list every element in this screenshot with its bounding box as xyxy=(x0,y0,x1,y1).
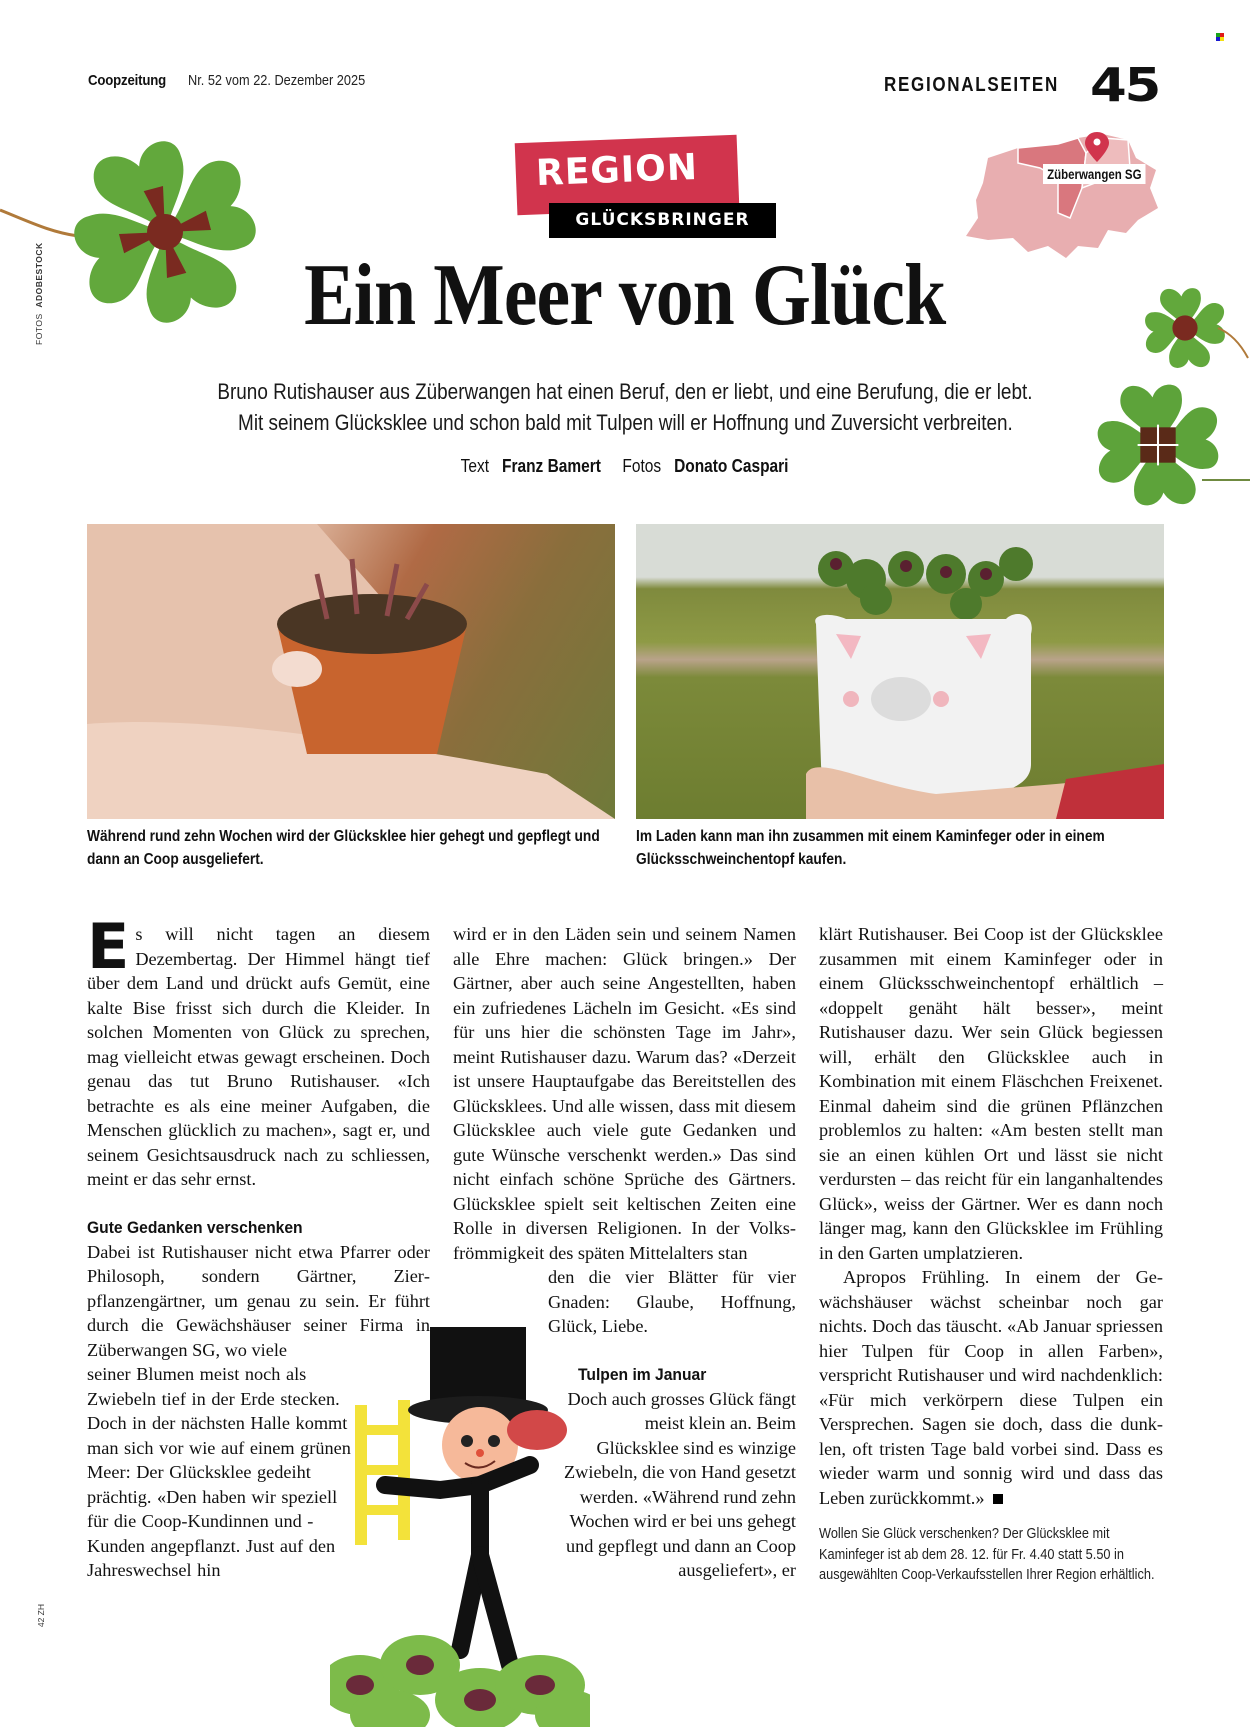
paragraph-wrapped: seiner Blumen meist noch als Zwiebeln tief in der Erde stecken. Doch in der nächsten Halle kommt man sich vor wie auf einem grünen Meer: Der Glücksklee gedeiht prächtig. «Den haben wir speziell für die Coop-Kundinnen und -Kunden angepflanzt. Just auf den Jahreswechsel hin xyxy=(87,1364,351,1580)
chimney-sweep-figure xyxy=(330,1305,590,1727)
byline-text-label: Text xyxy=(461,456,490,476)
switzerland-map xyxy=(958,128,1166,268)
article-lead xyxy=(100,376,1150,438)
subheading-gute-gedanken: Gute Gedanken verschenken xyxy=(87,1217,303,1237)
issue-info: Nr. 52 vom 22. Dezember 2025 xyxy=(188,72,366,89)
photo-credit-source: ADOBESTOCK xyxy=(34,242,44,308)
lead-line-1: Bruno Rutishauser aus Züberwangen hat einen Beruf, den er liebt, und eine Berufung, die er lebt. xyxy=(217,379,1033,404)
page-number: 45 xyxy=(1090,58,1160,112)
paragraph-wrapped: Doch auch grosses Glück fängt meist klein an. Beim Glücksklee sind es winzige Zwiebeln, die von Hand gesetzt werden. «Während rund zehn Wochen wird er bei uns gehegt und gepflegt und dann an Coop ausgeliefert», er xyxy=(564,1388,796,1580)
byline xyxy=(0,456,1250,477)
subheading-tulpen: Tulpen im Januar xyxy=(578,1364,707,1384)
byline-author: Franz Bamert xyxy=(502,456,602,476)
paragraph-wrapped: den die vier Blätter für vier Gnaden: Glaube, Hoffnung, Glück, Liebe. xyxy=(548,1267,796,1336)
paragraph: Dabei ist Rutishauser nicht etwa Pfarrer oder Philosoph, sondern Gärtner, Zierpflanzengärtner, um genau zu sein. Er führt durch die Gewächshäuser seiner Firma in Züberwangen SG, wo viele xyxy=(87,1241,430,1360)
paragraph: wird er in den Läden sein und seinem Namen alle Ehre machen: Glück bringen.» Der Gärtner, aber auch seine Angestellten, haben ein zufriedenes Lächeln im Gesicht. «Es sind für uns hier die schönsten Tage im Jahr», meint Rutishauser dazu. Warum das? «Derzeit ist unsere Hauptaufgabe das Bereitstellen des Glücksklees. Und alle wissen, dass mit diesem Glücksklee auch viele gute Gedanken und gute Wünsche verschenkt werden.» Das sind nicht einfach schöne Sprüche des Gärtners. Glücksklee spielt seit keltischen Zeiten eine Rolle in diversen Religionen. In der Volksfrömmigkeit des späten Mittelalters stan xyxy=(453,924,796,1263)
print-color-marker xyxy=(1216,33,1224,41)
photo-clover-pot xyxy=(87,524,615,819)
paragraph: Apropos Frühling. In einem der Gewächshäuser wächst scheinbar noch gar nichts. Doch das täuscht. «Ab Januar spriessen hier Tulpen für Coop in allen Farben», verspricht Rutishauser und wird nachdenklich: «Für mich verkörpern diese Tulpen ein Versprechen. Sagen sie doch, dass die dunklen, oft tristen Tage bald vorbei sind. Dass es wieder warm und sonnig wird und dass das Leben zurückkommt.» xyxy=(819,1267,1163,1508)
end-of-article-square-icon xyxy=(993,1494,1003,1504)
publication-name: Coopzeitung xyxy=(88,72,166,89)
drop-cap: E xyxy=(87,910,130,983)
photo-caption-1: Während rund zehn Wochen wird der Glücksklee hier gehegt und gepflegt und dann an Coop ausgeliefert. xyxy=(87,828,600,868)
photo-caption-2: Im Laden kann man ihn zusammen mit einem Kaminfeger oder in einem Glücksschweinchentopf kaufen. xyxy=(636,828,1105,868)
article-headline: Ein Meer von Glück xyxy=(304,247,946,344)
topic-label: GLÜCKSBRINGER xyxy=(575,210,750,230)
photo-pig-pot xyxy=(636,524,1164,819)
info-box: Wollen Sie Glück verschenken? Der Glücksklee mit Kaminfeger ist ab dem 28. 12. für Fr. 4.40 statt 5.50 in ausgewählten Coop-Verkaufsstellen Ihrer Region erhältlich. xyxy=(819,1526,1155,1583)
byline-photo-label: Fotos xyxy=(622,456,662,476)
page-code: 42 ZH xyxy=(36,1604,46,1628)
photo-credit-label: FOTOS xyxy=(34,313,44,345)
article-column-3 xyxy=(819,922,1163,1586)
map-location-label: Züberwangen SG xyxy=(1043,164,1146,184)
paragraph: klärt Rutishauser. Bei Coop ist der Glücksklee zusammen mit einem Kaminfeger oder in einem Glücksschweinchentopf erhältlich – «doppelt genäht hält besser», meint Rutishauser dazu. Wer sein Glück begiessen will, erhält den Glücksklee auch in Kombination mit einem Fläschchen Freixenet. Einmal daheim sind die grünen Pflänzchen problemlos zu halten: «Am besten stellt man sie an einen kühlen Ort und lässt sie nicht verdursten – das reicht für ein langanhaltendes Glück», weiss der Gärtner. Wer es dann noch länger mag, kann den Glücksklee im Frühling in den Garten umplatzieren. xyxy=(819,924,1163,1263)
section-label: REGIONALSEITEN xyxy=(884,74,1059,96)
paragraph: Es will nicht tagen an diesem Dezembertag. Der Himmel hängt tief über dem Land und drückt aufs Gemüt, eine kalte Bise frisst sich durch die Kleider. In solchen Momenten von Glück zu sprechen, mag vielleicht etwas gewagt erscheinen. Doch genau das tut Bruno Rutishauser. «Ich betrachte es als eine meiner Aufgaben, die Menschen glücklich zu machen», sagt er, und seinem Gesichtsausdruck nach zu schliessen, meint er das sehr ernst. xyxy=(87,910,430,1189)
region-kicker: REGION xyxy=(535,146,699,195)
byline-photographer: Donato Caspari xyxy=(674,456,789,476)
lead-line-2: Mit seinem Glücksklee und schon bald mit Tulpen will er Hoffnung und Zuversicht verbreiten. xyxy=(237,410,1013,435)
